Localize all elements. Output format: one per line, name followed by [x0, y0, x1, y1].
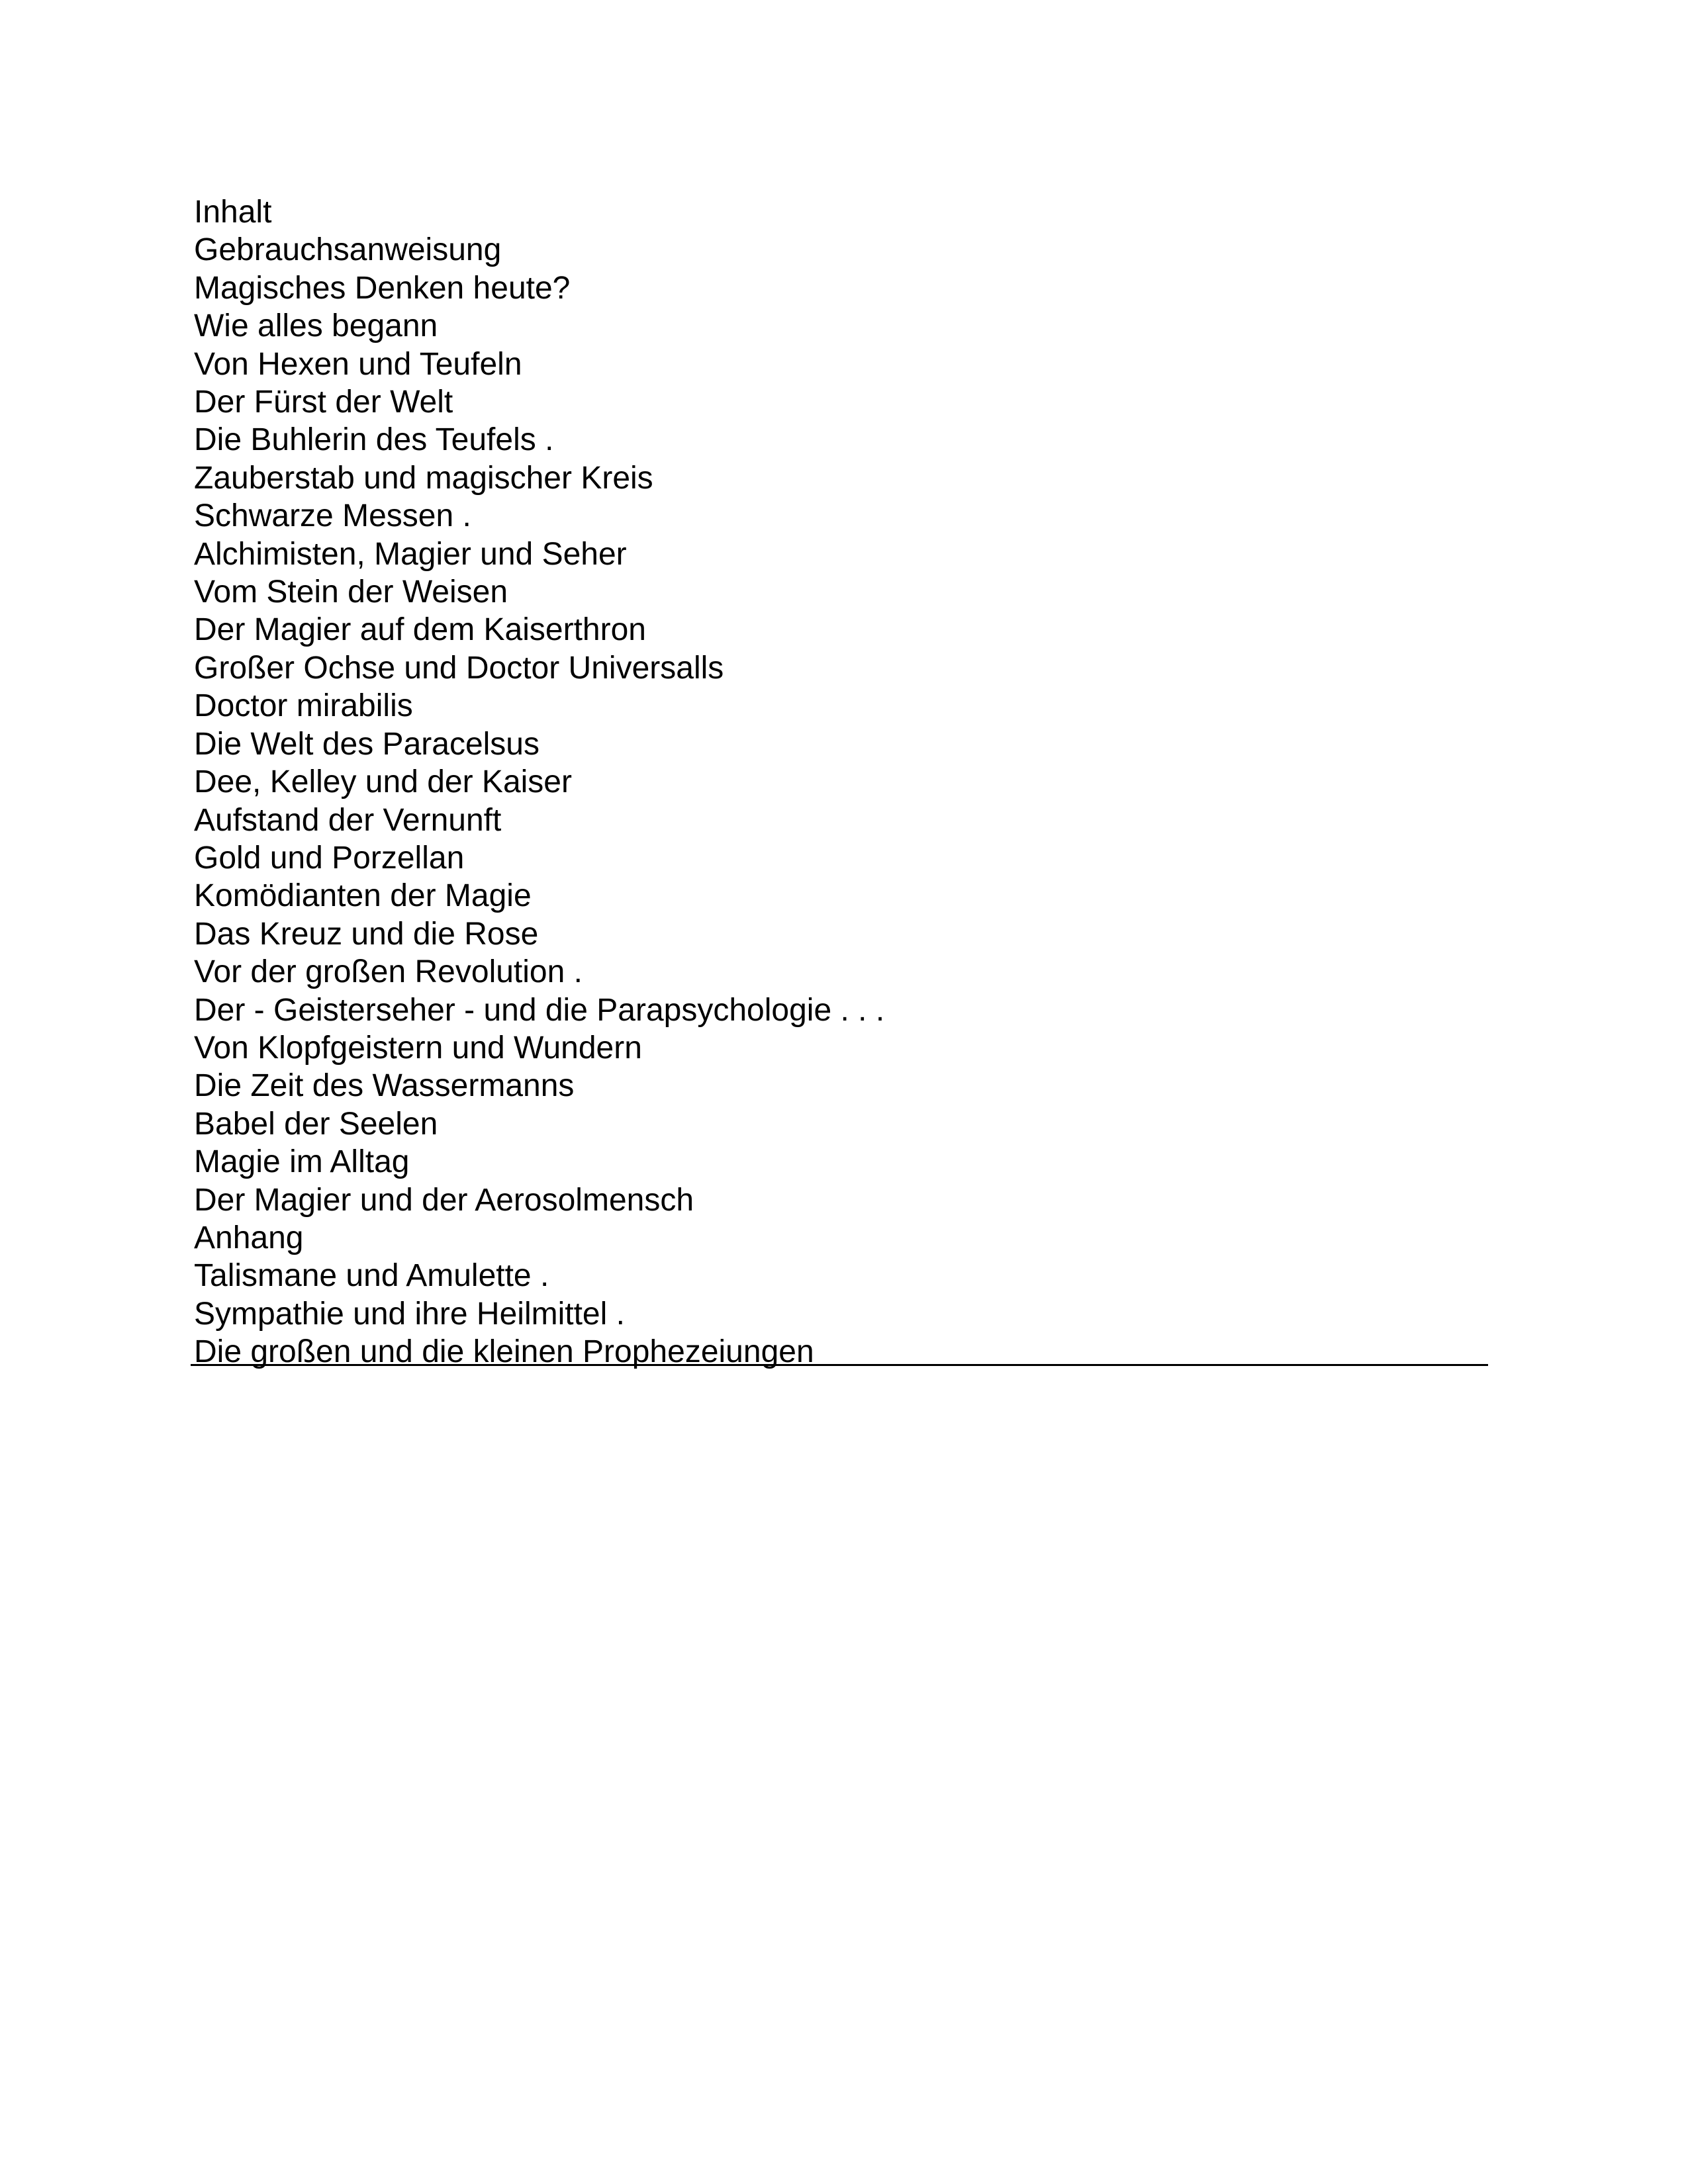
toc-entry: Die Zeit des Wassermanns: [194, 1068, 575, 1104]
toc-entry: Komödianten der Magie: [194, 878, 532, 914]
toc-entry: Gebrauchsanweisung: [194, 232, 502, 268]
toc-entry: Wie alles begann: [194, 308, 438, 344]
toc-entry: Alchimisten, Magier und Seher: [194, 536, 627, 572]
toc-entry: Zauberstab und magischer Kreis: [194, 460, 653, 496]
toc-entry: Von Hexen und Teufeln: [194, 346, 522, 382]
toc-entry: Dee, Kelley und der Kaiser: [194, 764, 572, 800]
toc-entry: Der - Geisterseher - und die Parapsychologie . . .: [194, 992, 885, 1028]
toc-entry: Die Welt des Paracelsus: [194, 726, 539, 762]
toc-entry: Talismane und Amulette .: [194, 1258, 549, 1294]
toc-entry: Von Klopfgeistern und Wundern: [194, 1030, 642, 1066]
toc-entry: Der Fürst der Welt: [194, 385, 453, 420]
toc-entry: Vor der großen Revolution .: [194, 954, 583, 990]
toc-entry: Der Magier auf dem Kaiserthron: [194, 612, 646, 648]
toc-entry: Doctor mirabilis: [194, 688, 413, 724]
toc-entry: Das Kreuz und die Rose: [194, 916, 539, 952]
toc-entry: Schwarze Messen .: [194, 498, 471, 534]
toc-entry: Der Magier und der Aerosolmensch: [194, 1182, 694, 1218]
toc-entry: Vom Stein der Weisen: [194, 574, 508, 610]
toc-entry: Anhang: [194, 1220, 304, 1255]
toc-entry: Gold und Porzellan: [194, 840, 465, 876]
toc-entry: Aufstand der Vernunft: [194, 802, 502, 838]
toc-heading: Inhalt: [194, 195, 272, 230]
toc-entry: Magie im Alltag: [194, 1144, 410, 1180]
toc-entry: Die Buhlerin des Teufels .: [194, 422, 554, 458]
toc-entry: Magisches Denken heute?: [194, 270, 571, 306]
toc-entry: Babel der Seelen: [194, 1106, 438, 1142]
toc-entry: Die großen und die kleinen Prophezeiungen: [194, 1334, 814, 1370]
toc-entry: Sympathie und ihre Heilmittel .: [194, 1296, 625, 1332]
table-of-contents: [194, 193, 1485, 1371]
horizontal-rule: [191, 1364, 1488, 1366]
toc-entry: Großer Ochse und Doctor Universalls: [194, 650, 724, 686]
